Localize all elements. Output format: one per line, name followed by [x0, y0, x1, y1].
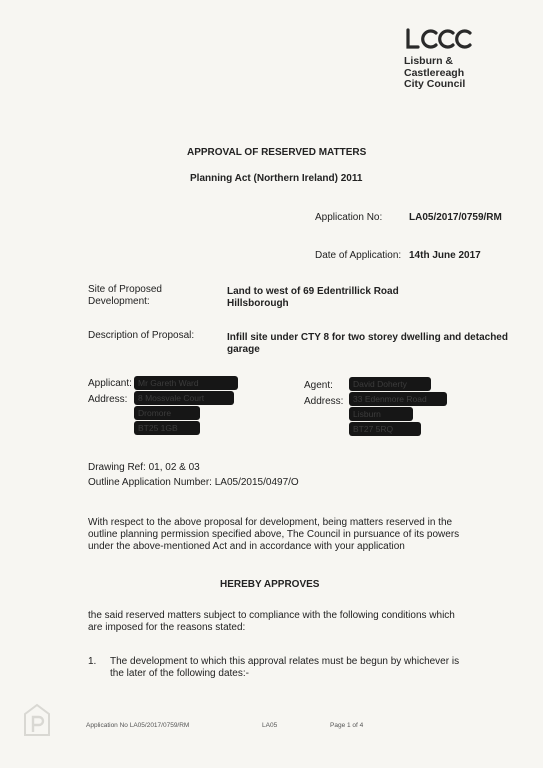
agent-address-label: Address: — [304, 396, 344, 407]
drawing-ref: Drawing Ref: 01, 02 & 03 — [88, 462, 200, 473]
applicant-name-redacted: Mr Gareth Ward — [134, 376, 238, 390]
agent-address-line3-redacted: BT27 5RQ — [349, 422, 421, 436]
applicant-address-label: Address: — [88, 394, 128, 405]
application-date-value: 14th June 2017 — [409, 250, 481, 261]
footer-application-no: Application No LA05/2017/0759/RM — [86, 722, 190, 729]
lccc-logo-mark-icon — [404, 28, 476, 50]
agent-address-line1-redacted: 33 Edenmore Road — [349, 392, 447, 406]
site-label-line2: Development: — [88, 296, 150, 307]
proposal-value-line1: Infill site under CTY 8 for two storey dwelling and detached — [227, 332, 508, 343]
applicant-address-line1-redacted: 8 Mossvale Court — [134, 391, 234, 405]
subject-paragraph: the said reserved matters subject to compliance with the following conditions which are imposed for the reasons stated: — [88, 610, 455, 633]
application-date-label: Date of Application: — [315, 250, 402, 261]
council-name-line2: Castlereagh — [404, 66, 465, 79]
act-title: Planning Act (Northern Ireland) 2011 — [190, 173, 363, 184]
application-no-value: LA05/2017/0759/RM — [409, 212, 502, 223]
agent-name-redacted: David Doherty — [349, 377, 431, 391]
footer-office: LA05 — [262, 722, 278, 729]
condition-text: The development to which this approval relates must be begun by whichever is the later of the following dates:- — [110, 656, 460, 679]
document-title: APPROVAL OF RESERVED MATTERS — [187, 147, 367, 158]
applicant-address-line3-redacted: BT25 1GB — [134, 421, 200, 435]
outline-application-number: Outline Application Number: LA05/2015/0497/O — [88, 477, 299, 488]
site-value-line2: Hillsborough — [227, 298, 289, 309]
applicant-label: Applicant: — [88, 378, 132, 389]
condition-number: 1. — [88, 656, 97, 667]
council-name-line3: City Council — [404, 78, 466, 90]
proposal-value-line2: garage — [227, 344, 260, 355]
council-name — [404, 56, 465, 91]
agent-label: Agent: — [304, 380, 333, 391]
intro-paragraph: With respect to the above proposal for development, being matters reserved in the outline planning permission specified above, The Council in pursuance of its powers under the above-mentioned Act and in accordance with your application — [88, 517, 460, 552]
agent-address-line2-redacted: Lisburn — [349, 407, 413, 421]
proposal-label: Description of Proposal: — [88, 330, 195, 341]
property-p-watermark-icon — [22, 702, 52, 738]
application-no-label: Application No: — [315, 212, 383, 223]
council-name-line1: Lisburn & — [404, 55, 453, 67]
approves-heading: HEREBY APPROVES — [220, 579, 320, 590]
site-value-line1: Land to west of 69 Edentrillick Road — [227, 286, 399, 297]
footer-page: Page 1 of 4 — [330, 722, 364, 729]
site-label-line1: Site of Proposed — [88, 284, 162, 295]
applicant-address-line2-redacted: Dromore — [134, 406, 200, 420]
